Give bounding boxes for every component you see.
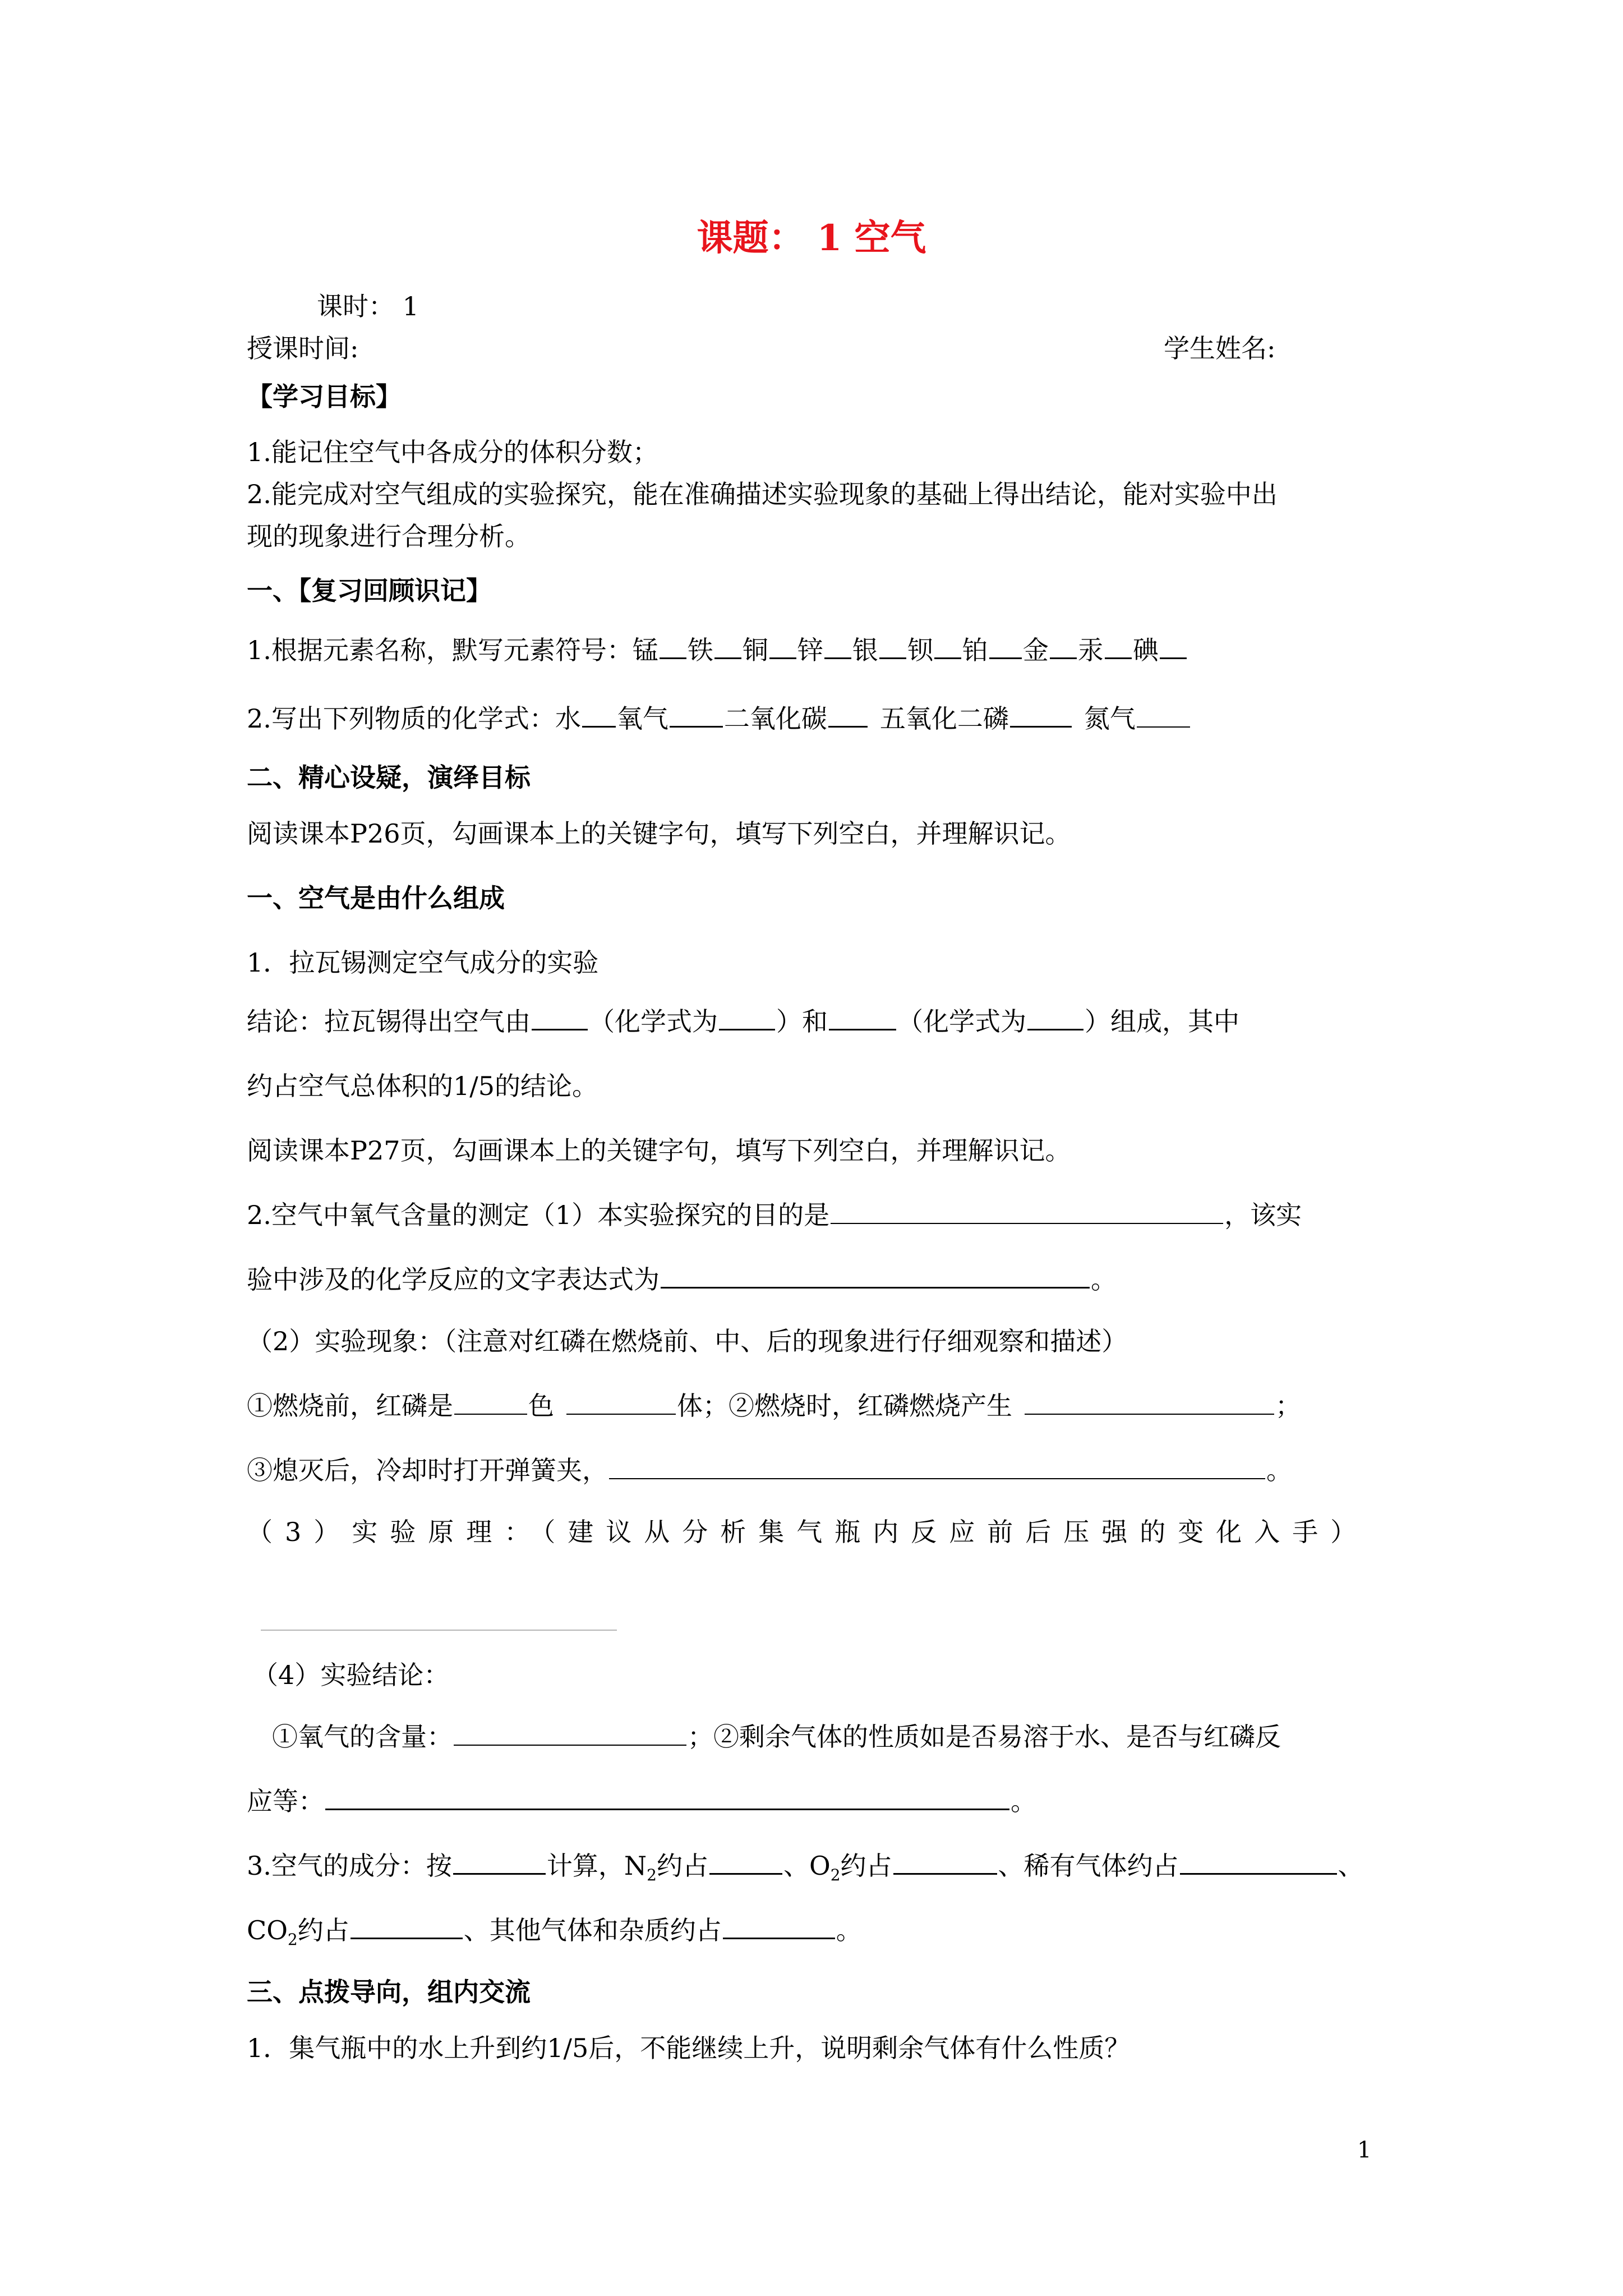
element-name: 银 (852, 635, 878, 665)
answer-blank[interactable] (1050, 633, 1077, 659)
principle-answer-line[interactable] (261, 1630, 617, 1631)
text: 约占 (840, 1851, 892, 1881)
phenomena-line-1 (247, 1388, 1301, 1423)
text: 计算，N (546, 1851, 647, 1881)
oxygen-measure-line-2 (247, 1262, 1117, 1297)
objective-item-2-line1: 2.能完成对空气组成的实验探究，能在准确描述实验现象的基础上得出结论，能对实验中出 (247, 479, 1278, 509)
objective-item-1: 1.能记住空气中各成分的体积分数； (247, 437, 658, 467)
text: 验中涉及的化学反应的文字表达式为 (247, 1264, 660, 1295)
answer-blank[interactable] (831, 1198, 1223, 1224)
answer-blank[interactable] (454, 1389, 527, 1415)
answer-blank[interactable] (1025, 1389, 1274, 1415)
element-name: 锌 (797, 635, 823, 665)
result-line-2 (247, 1784, 1036, 1819)
text: 、其他气体和杂质约占 (463, 1915, 722, 1945)
substance-name: 氮气 (1083, 703, 1136, 734)
answer-blank[interactable] (709, 1848, 782, 1875)
substance-name: 二氧化碳 (723, 703, 827, 734)
substance-name: 氧气 (616, 703, 668, 734)
text: 、稀有气体约占 (998, 1851, 1179, 1881)
composition-line-1 (247, 1848, 1364, 1893)
oxygen-measure-line-1 (247, 1198, 1302, 1232)
answer-blank[interactable] (1010, 701, 1072, 728)
subsection-heading: 一、空气是由什么组成 (247, 883, 505, 913)
text: 体；②燃烧时，红磷燃烧产生 (677, 1391, 1012, 1421)
text: ①氧气的含量： (272, 1722, 453, 1752)
answer-blank[interactable] (723, 1913, 835, 1939)
element-name: 铂 (962, 635, 988, 665)
answer-blank[interactable] (670, 701, 723, 728)
phenomena-heading: （2）实验现象：（注意对红磷在燃烧前、中、后的现象进行仔细观察和描述） (247, 1326, 1128, 1356)
answer-blank[interactable] (532, 1004, 588, 1030)
principle-line: （3）实验原理：（建议从分析集气瓶内反应前后压强的变化入手） (247, 1517, 1369, 1547)
text: ①燃烧前，红磷是 (247, 1391, 453, 1421)
text: 应等： (247, 1786, 324, 1816)
element-name: 汞 (1077, 635, 1104, 665)
student-name-label: 学生姓名: (1164, 333, 1276, 364)
answer-blank[interactable] (829, 1004, 896, 1030)
result-line-1 (272, 1719, 1281, 1754)
objective-item-2-line2: 现的现象进行合理分析。 (247, 521, 531, 551)
text: 约占 (297, 1915, 349, 1945)
answer-blank[interactable] (934, 633, 961, 659)
answer-blank[interactable] (893, 1848, 997, 1875)
answer-blank[interactable] (719, 1004, 775, 1030)
text: CO (247, 1915, 288, 1945)
review-question-2 (247, 701, 1191, 736)
review-q2-prefix: 2.写出下列物质的化学式： (247, 703, 555, 734)
answer-blank[interactable] (1137, 702, 1190, 728)
element-name: 碘 (1132, 635, 1159, 665)
phenomena-line-2 (247, 1453, 1292, 1488)
answer-blank[interactable] (582, 701, 616, 728)
conclusion-line-1 (247, 1004, 1239, 1039)
result-heading: （4）实验结论： (252, 1660, 450, 1690)
conclusion-line-2: 约占空气总体积的1/5的结论。 (247, 1071, 598, 1101)
element-name: 钡 (907, 635, 933, 665)
text: 。 (1091, 1264, 1117, 1295)
text: 、 (1338, 1851, 1364, 1881)
text: （化学式为 (589, 1006, 718, 1037)
composition-line-2 (247, 1913, 862, 1957)
text: 结论：拉瓦锡得出空气由 (247, 1006, 531, 1037)
element-name: 锰 (632, 635, 658, 665)
review-question-1 (247, 633, 1188, 668)
answer-blank[interactable] (989, 633, 1022, 659)
answer-blank[interactable] (1105, 633, 1132, 659)
answer-blank[interactable] (879, 633, 906, 659)
review-q1-prefix: 1.根据元素名称，默写元素符号： (247, 635, 633, 665)
answer-blank[interactable] (453, 1848, 546, 1875)
answer-blank[interactable] (769, 633, 796, 659)
answer-blank[interactable] (824, 633, 851, 659)
text: ；②剩余气体的性质如是否易溶于水、是否与红磷反 (688, 1722, 1281, 1752)
answer-blank[interactable] (1027, 1004, 1083, 1030)
text: 。 (1266, 1455, 1292, 1485)
subscript: 2 (287, 1930, 298, 1949)
answer-blank[interactable] (714, 633, 741, 659)
answer-blank[interactable] (661, 1262, 1090, 1289)
subscript: 2 (647, 1866, 657, 1885)
subscript: 2 (830, 1866, 841, 1885)
teaching-time-label: 授课时间: (247, 333, 359, 364)
text: ）组成，其中 (1085, 1006, 1239, 1037)
page-title: 课题： 1 空气 (697, 217, 926, 259)
substance-name: 水 (555, 703, 581, 734)
text: ，该实 (1224, 1200, 1302, 1230)
answer-blank[interactable] (566, 1389, 676, 1415)
answer-blank[interactable] (1160, 633, 1187, 659)
review-heading: 一、【复习回顾识记】 (247, 576, 492, 606)
answer-blank[interactable] (325, 1784, 1009, 1810)
text: 。 (1011, 1786, 1036, 1816)
reading-instruction-1: 阅读课本P26页，勾画课本上的关键字句，填写下列空白，并理解识记。 (247, 818, 1071, 849)
text: 2.空气中氧气含量的测定（1）本实验探究的目的是 (247, 1200, 830, 1230)
text: ）和 (776, 1006, 828, 1037)
text: （化学式为 (897, 1006, 1026, 1037)
element-name: 铁 (687, 635, 713, 665)
text: ； (1275, 1391, 1301, 1421)
answer-blank[interactable] (1180, 1848, 1337, 1875)
answer-blank[interactable] (454, 1720, 686, 1746)
objectives-heading: 【学习目标】 (247, 381, 402, 412)
substance-name: 五氧化二磷 (879, 703, 1009, 734)
answer-blank[interactable] (660, 633, 686, 659)
section-2-heading: 二、精心设疑，演绎目标 (247, 762, 531, 793)
lesson-hours: 课时： 1 (317, 291, 419, 321)
answer-blank[interactable] (609, 1453, 1265, 1479)
text: 、O (783, 1851, 831, 1881)
text: 。 (836, 1915, 862, 1945)
element-name: 金 (1022, 635, 1049, 665)
text: 色 (528, 1391, 554, 1421)
answer-blank[interactable] (351, 1913, 463, 1939)
reading-instruction-2: 阅读课本P27页，勾画课本上的关键字句，填写下列空白，并理解识记。 (247, 1135, 1071, 1166)
element-name: 铜 (742, 635, 768, 665)
experiment-1-title: 1．拉瓦锡测定空气成分的实验 (247, 947, 599, 978)
text: 3.空气的成分：按 (247, 1851, 452, 1881)
page-number: 1 (1357, 2137, 1372, 2163)
section-3-question-1: 1．集气瓶中的水上升到约1/5后，不能继续上升，说明剩余气体有什么性质？ (247, 2033, 1131, 2063)
text: 约占 (656, 1851, 708, 1881)
section-3-heading: 三、点拨导向，组内交流 (247, 1977, 531, 2007)
text: ③熄灭后，冷却时打开弹簧夹， (247, 1455, 608, 1485)
answer-blank[interactable] (828, 701, 868, 728)
